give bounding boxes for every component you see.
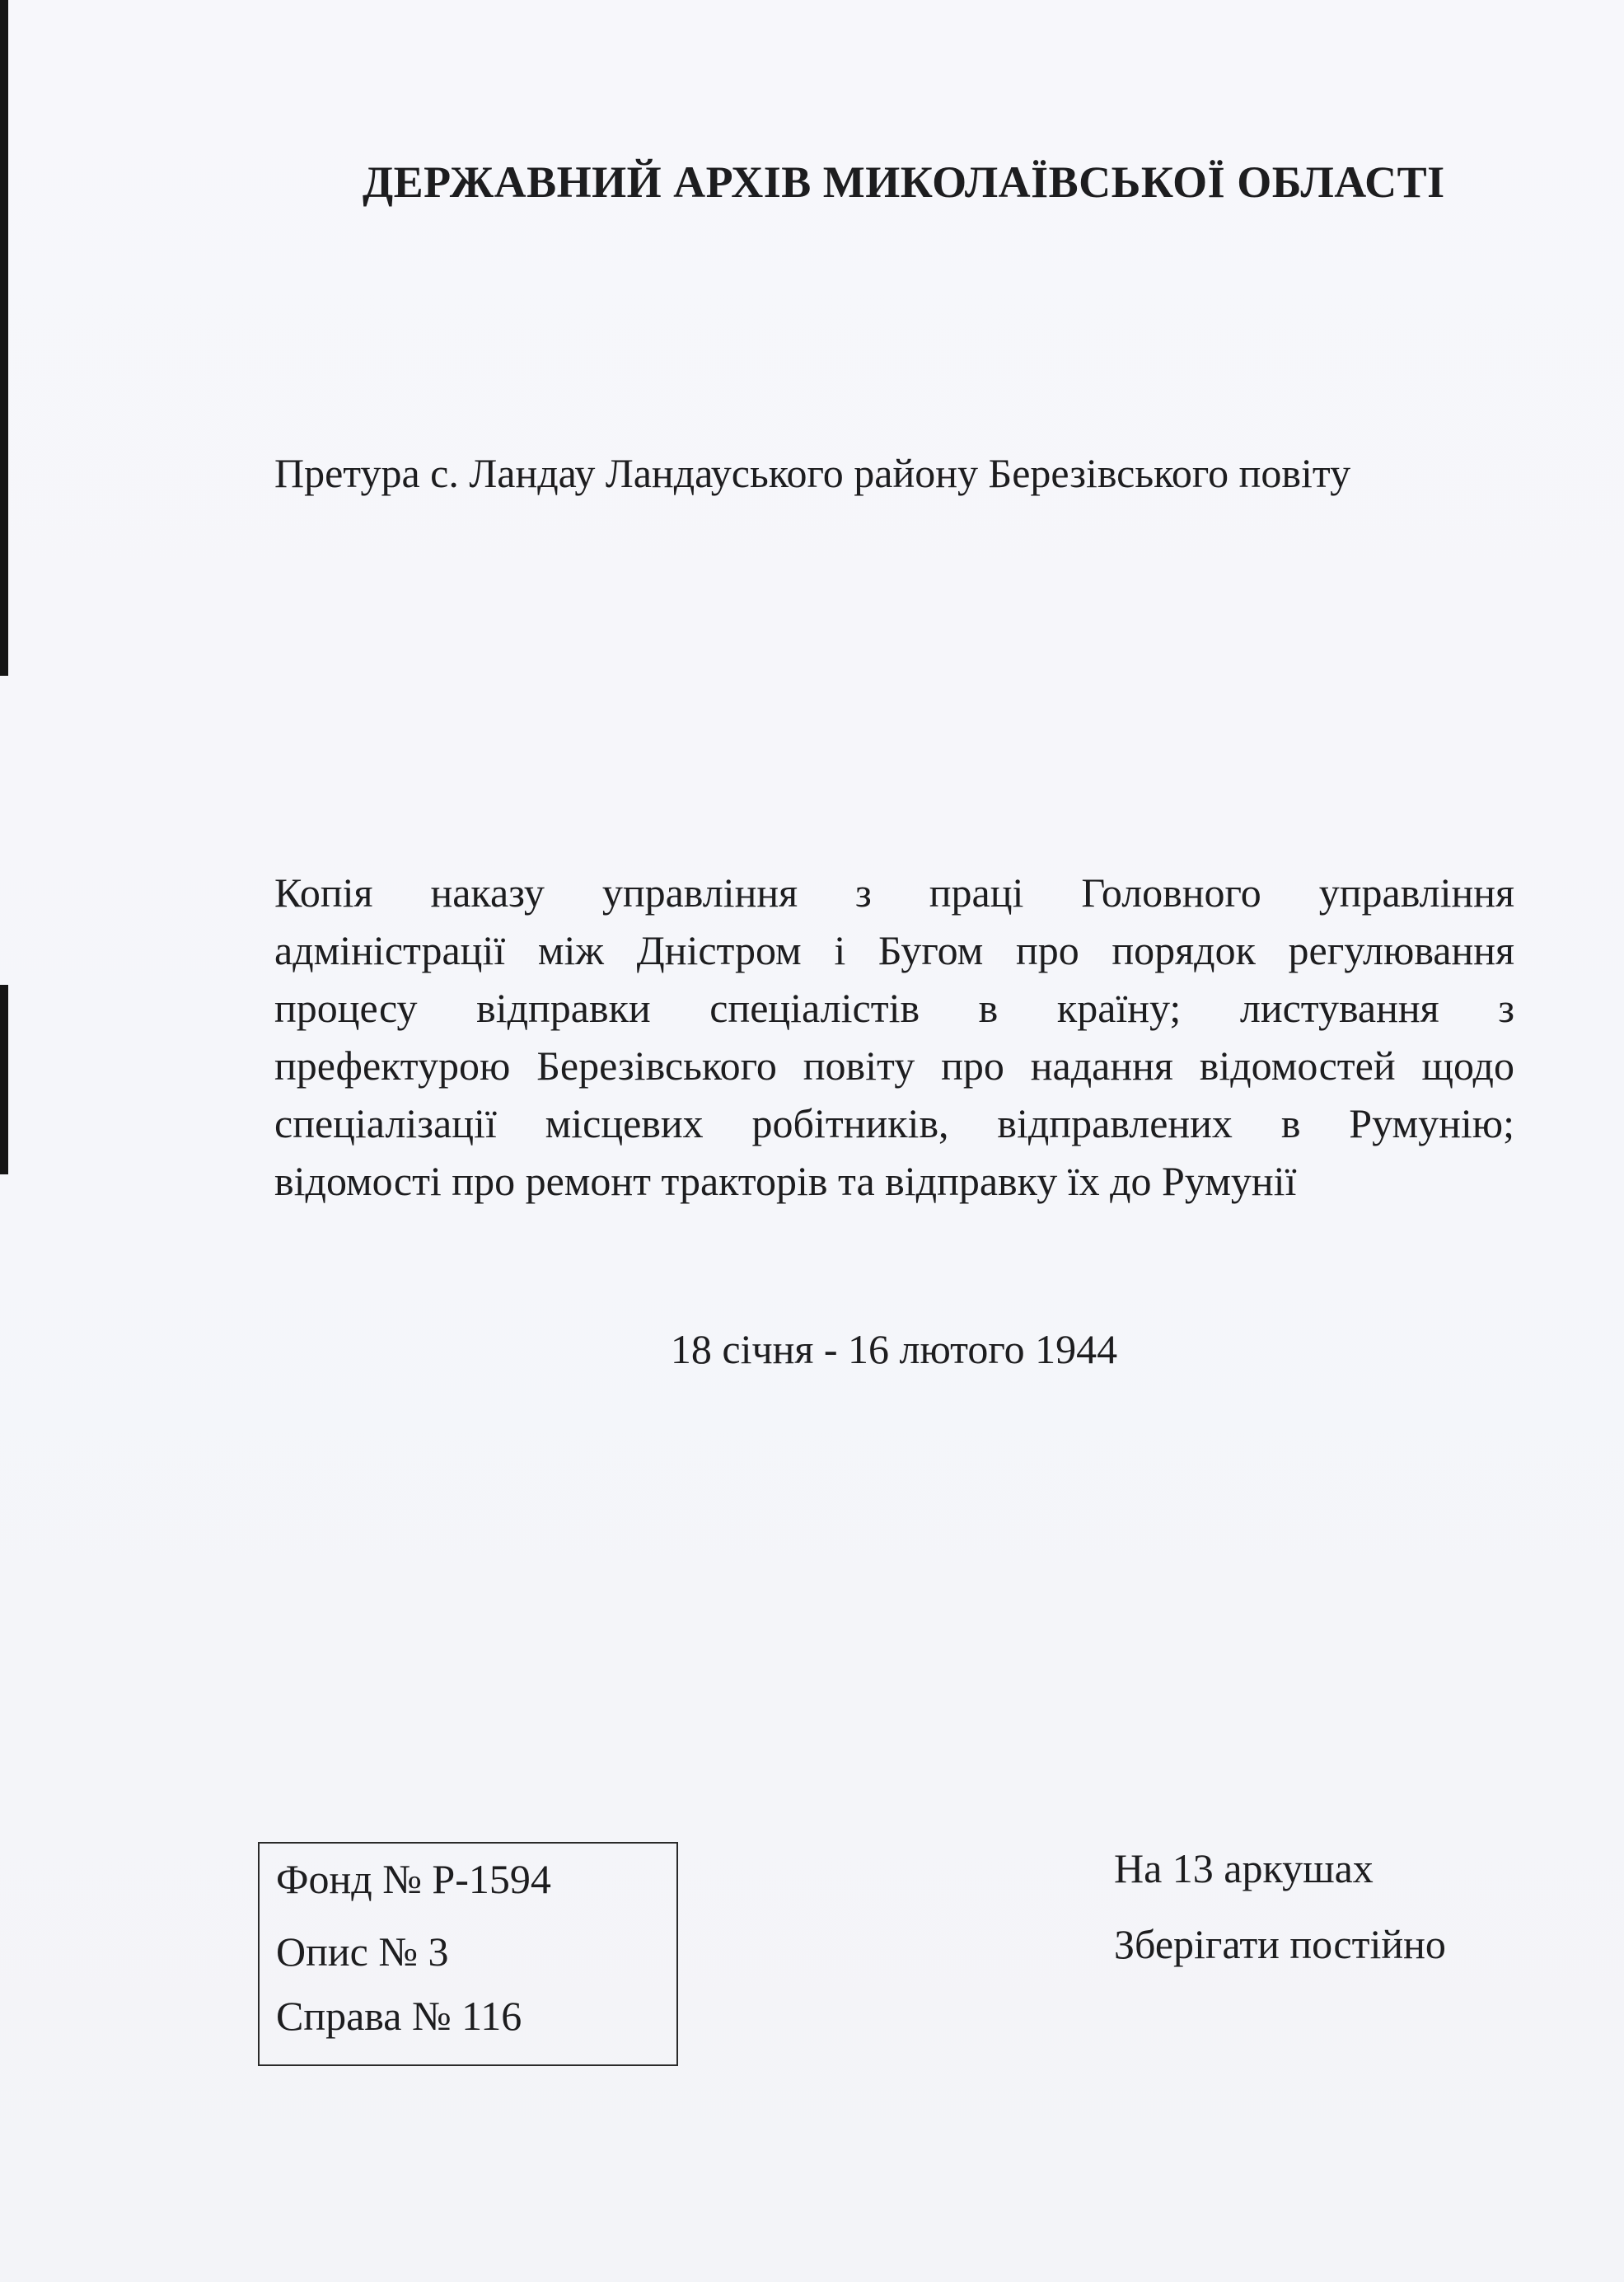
storage-term: Зберігати постійно: [1114, 1921, 1446, 1967]
sheet-count: На 13 аркушах: [1114, 1845, 1374, 1891]
case-description: [274, 864, 1514, 1210]
description-line: префектурою Березівського повіту про надання відомостей щодо: [274, 1043, 1514, 1089]
archive-title: ДЕРЖАВНИЙ АРХІВ МИКОЛАЇВСЬКОЇ ОБЛАСТІ: [363, 157, 1445, 207]
fund-name: Претура с. Ландау Ландауського району Березівського повіту: [274, 450, 1351, 496]
description-line: адміністрації між Дністром і Бугом про порядок регулювання: [274, 927, 1514, 973]
description-line: спеціалізації місцевих робітників, відправлених в Румунію;: [274, 1100, 1514, 1146]
archive-reference-box: [258, 1842, 678, 2066]
description-line: процесу відправки спеціалістів в країну; листування з: [274, 985, 1514, 1031]
description-line: відомості про ремонт тракторів та відправку їх до Румунії: [274, 1158, 1297, 1204]
fond-number: Фонд № Р-1594: [276, 1856, 551, 1902]
date-range: 18 січня - 16 лютого 1944: [670, 1326, 1118, 1372]
description-line: Копія наказу управління з праці Головного управління: [274, 869, 1514, 916]
sprava-number: Справа № 116: [276, 1993, 522, 2039]
opys-number: Опис № 3: [276, 1928, 449, 1975]
scan-edge-mark: [0, 985, 8, 1174]
scan-edge-mark: [0, 0, 8, 676]
